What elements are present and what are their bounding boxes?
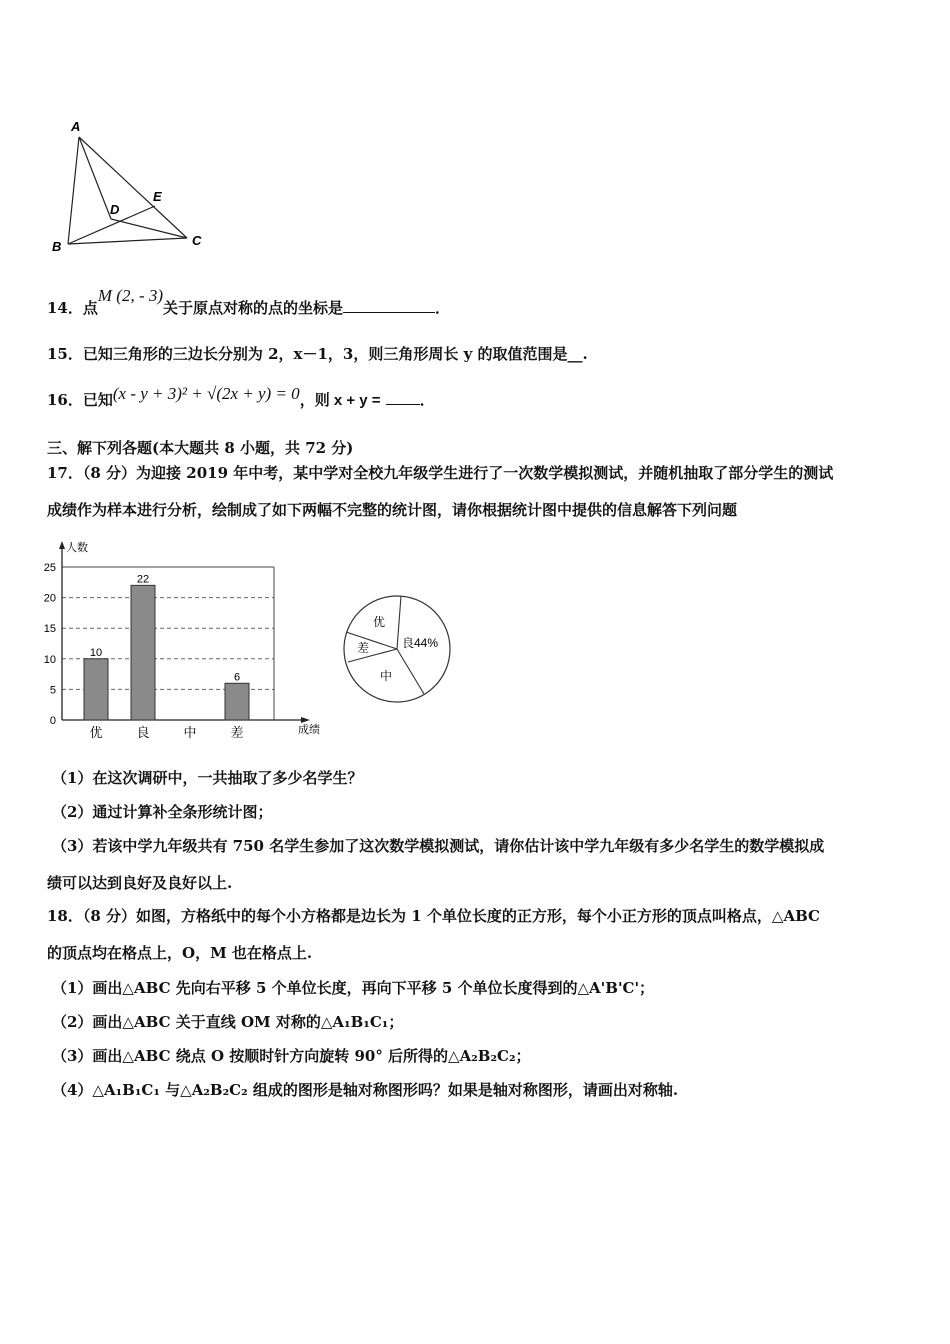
- x-tick-label: 优: [89, 725, 103, 740]
- q16-math: (x - y + 3)² + √(2x + y) = 0: [112, 384, 300, 403]
- y-tick-label: 10: [43, 653, 56, 666]
- x-tick-label: 中: [183, 725, 197, 740]
- q18-sub-3: （3）画出△ABC 绕点 O 按顺时针方向旋转 90° 后所得的△A₂B₂C₂；: [52, 1047, 531, 1065]
- vertex-label-c: C: [192, 233, 202, 248]
- q17-line-2: 成绩作为样本进行分析，绘制成了如下两幅不完整的统计图，请你根据统计图中提供的信息解答下列问题: [47, 501, 738, 519]
- section-3-heading: 三、解下列各题(本大题共 8 小题，共 72 分): [47, 439, 354, 457]
- y-tick-label: 25: [43, 562, 56, 574]
- pie-label-zhong: 中: [380, 669, 393, 683]
- q18-line-1: 18．（8 分）如图，方格纸中的每个小方格都是边长为 1 个单位长度的正方形，每个小正方形的顶点叫格点，△ABC: [47, 907, 820, 925]
- bar-chart-x-label: 成绩: [298, 724, 320, 736]
- y-tick-label: 0: [49, 715, 56, 727]
- y-tick-label: 15: [43, 623, 56, 636]
- bar-良: [131, 585, 155, 720]
- triangle-figure: [45, 115, 225, 260]
- vertex-label-a: A: [71, 119, 81, 134]
- question-16: [47, 384, 435, 411]
- q18-sub-2: （2）画出△ABC 关于直线 OM 对称的△A₁B₁C₁；: [52, 1013, 404, 1031]
- pie-label-cha: 差: [357, 641, 370, 655]
- q17-sub-3b: 绩可以达到良好及良好以上.: [47, 874, 233, 892]
- q14-end: ．: [435, 299, 451, 317]
- question-14: [47, 286, 451, 318]
- q16-prefix: 16．已知: [47, 391, 113, 409]
- q14-answer-blank[interactable]: [343, 298, 435, 313]
- q17-sub-2: （2）通过计算补全条形统计图；: [52, 803, 273, 821]
- q14-math: M (2, - 3): [97, 286, 164, 305]
- bar-chart-y-label: 人数: [66, 542, 88, 554]
- y-axis-arrow: [59, 541, 65, 549]
- q17-sub-1: （1）在这次调研中，一共抽取了多少名学生？: [52, 769, 363, 787]
- pie-chart: [340, 592, 455, 707]
- vertex-label-d: D: [110, 202, 120, 217]
- bar-差: [225, 683, 249, 720]
- pie-label-liang: 良44%: [402, 636, 439, 650]
- bar-data-label: 22: [136, 573, 150, 586]
- q18-line-2: 的顶点均在格点上，O，M 也在格点上.: [47, 944, 313, 962]
- q14-suffix: 关于原点对称的点的坐标是: [163, 299, 344, 317]
- q17-sub-3a: （3）若该中学九年级共有 750 名学生参加了这次数学模拟测试，请你估计该中学九年级有多少名学生的数学模拟成: [52, 837, 825, 855]
- q18-sub-4: （4）△A₁B₁C₁ 与△A₂B₂C₂ 组成的图形是轴对称图形吗？如果是轴对称图形，请画出对称轴.: [52, 1081, 679, 1099]
- question-15: 15．已知三角形的三边长分别为 2，x－1，3，则三角形周长 y 的取值范围是__.: [47, 345, 588, 363]
- x-axis-arrow: [301, 717, 310, 723]
- bar-优: [84, 659, 108, 720]
- q16-suffix: ，则 x + y =: [299, 392, 381, 409]
- x-tick-label: 差: [230, 725, 244, 740]
- x-tick-label: 良: [136, 725, 150, 740]
- q18-sub-1: （1）画出△ABC 先向右平移 5 个单位长度，再向下平移 5 个单位长度得到的△A'B'C'；: [52, 979, 655, 997]
- bar-data-label: 10: [89, 646, 103, 659]
- y-tick-label: 20: [43, 592, 56, 605]
- q16-answer-blank[interactable]: [386, 390, 420, 405]
- q14-prefix: 14．点: [47, 299, 98, 317]
- bar-chart: [30, 535, 330, 745]
- vertex-label-b: B: [52, 239, 62, 254]
- q17-line-1: 17．（8 分）为迎接 2019 年中考，某中学对全校九年级学生进行了一次数学模拟测试，并随机抽取了部分学生的测试: [47, 464, 834, 482]
- vertex-label-e: E: [153, 189, 162, 204]
- q16-end: ．: [419, 391, 435, 409]
- bar-data-label: 6: [233, 671, 241, 684]
- pie-label-you: 优: [373, 615, 386, 629]
- y-tick-label: 5: [49, 684, 56, 697]
